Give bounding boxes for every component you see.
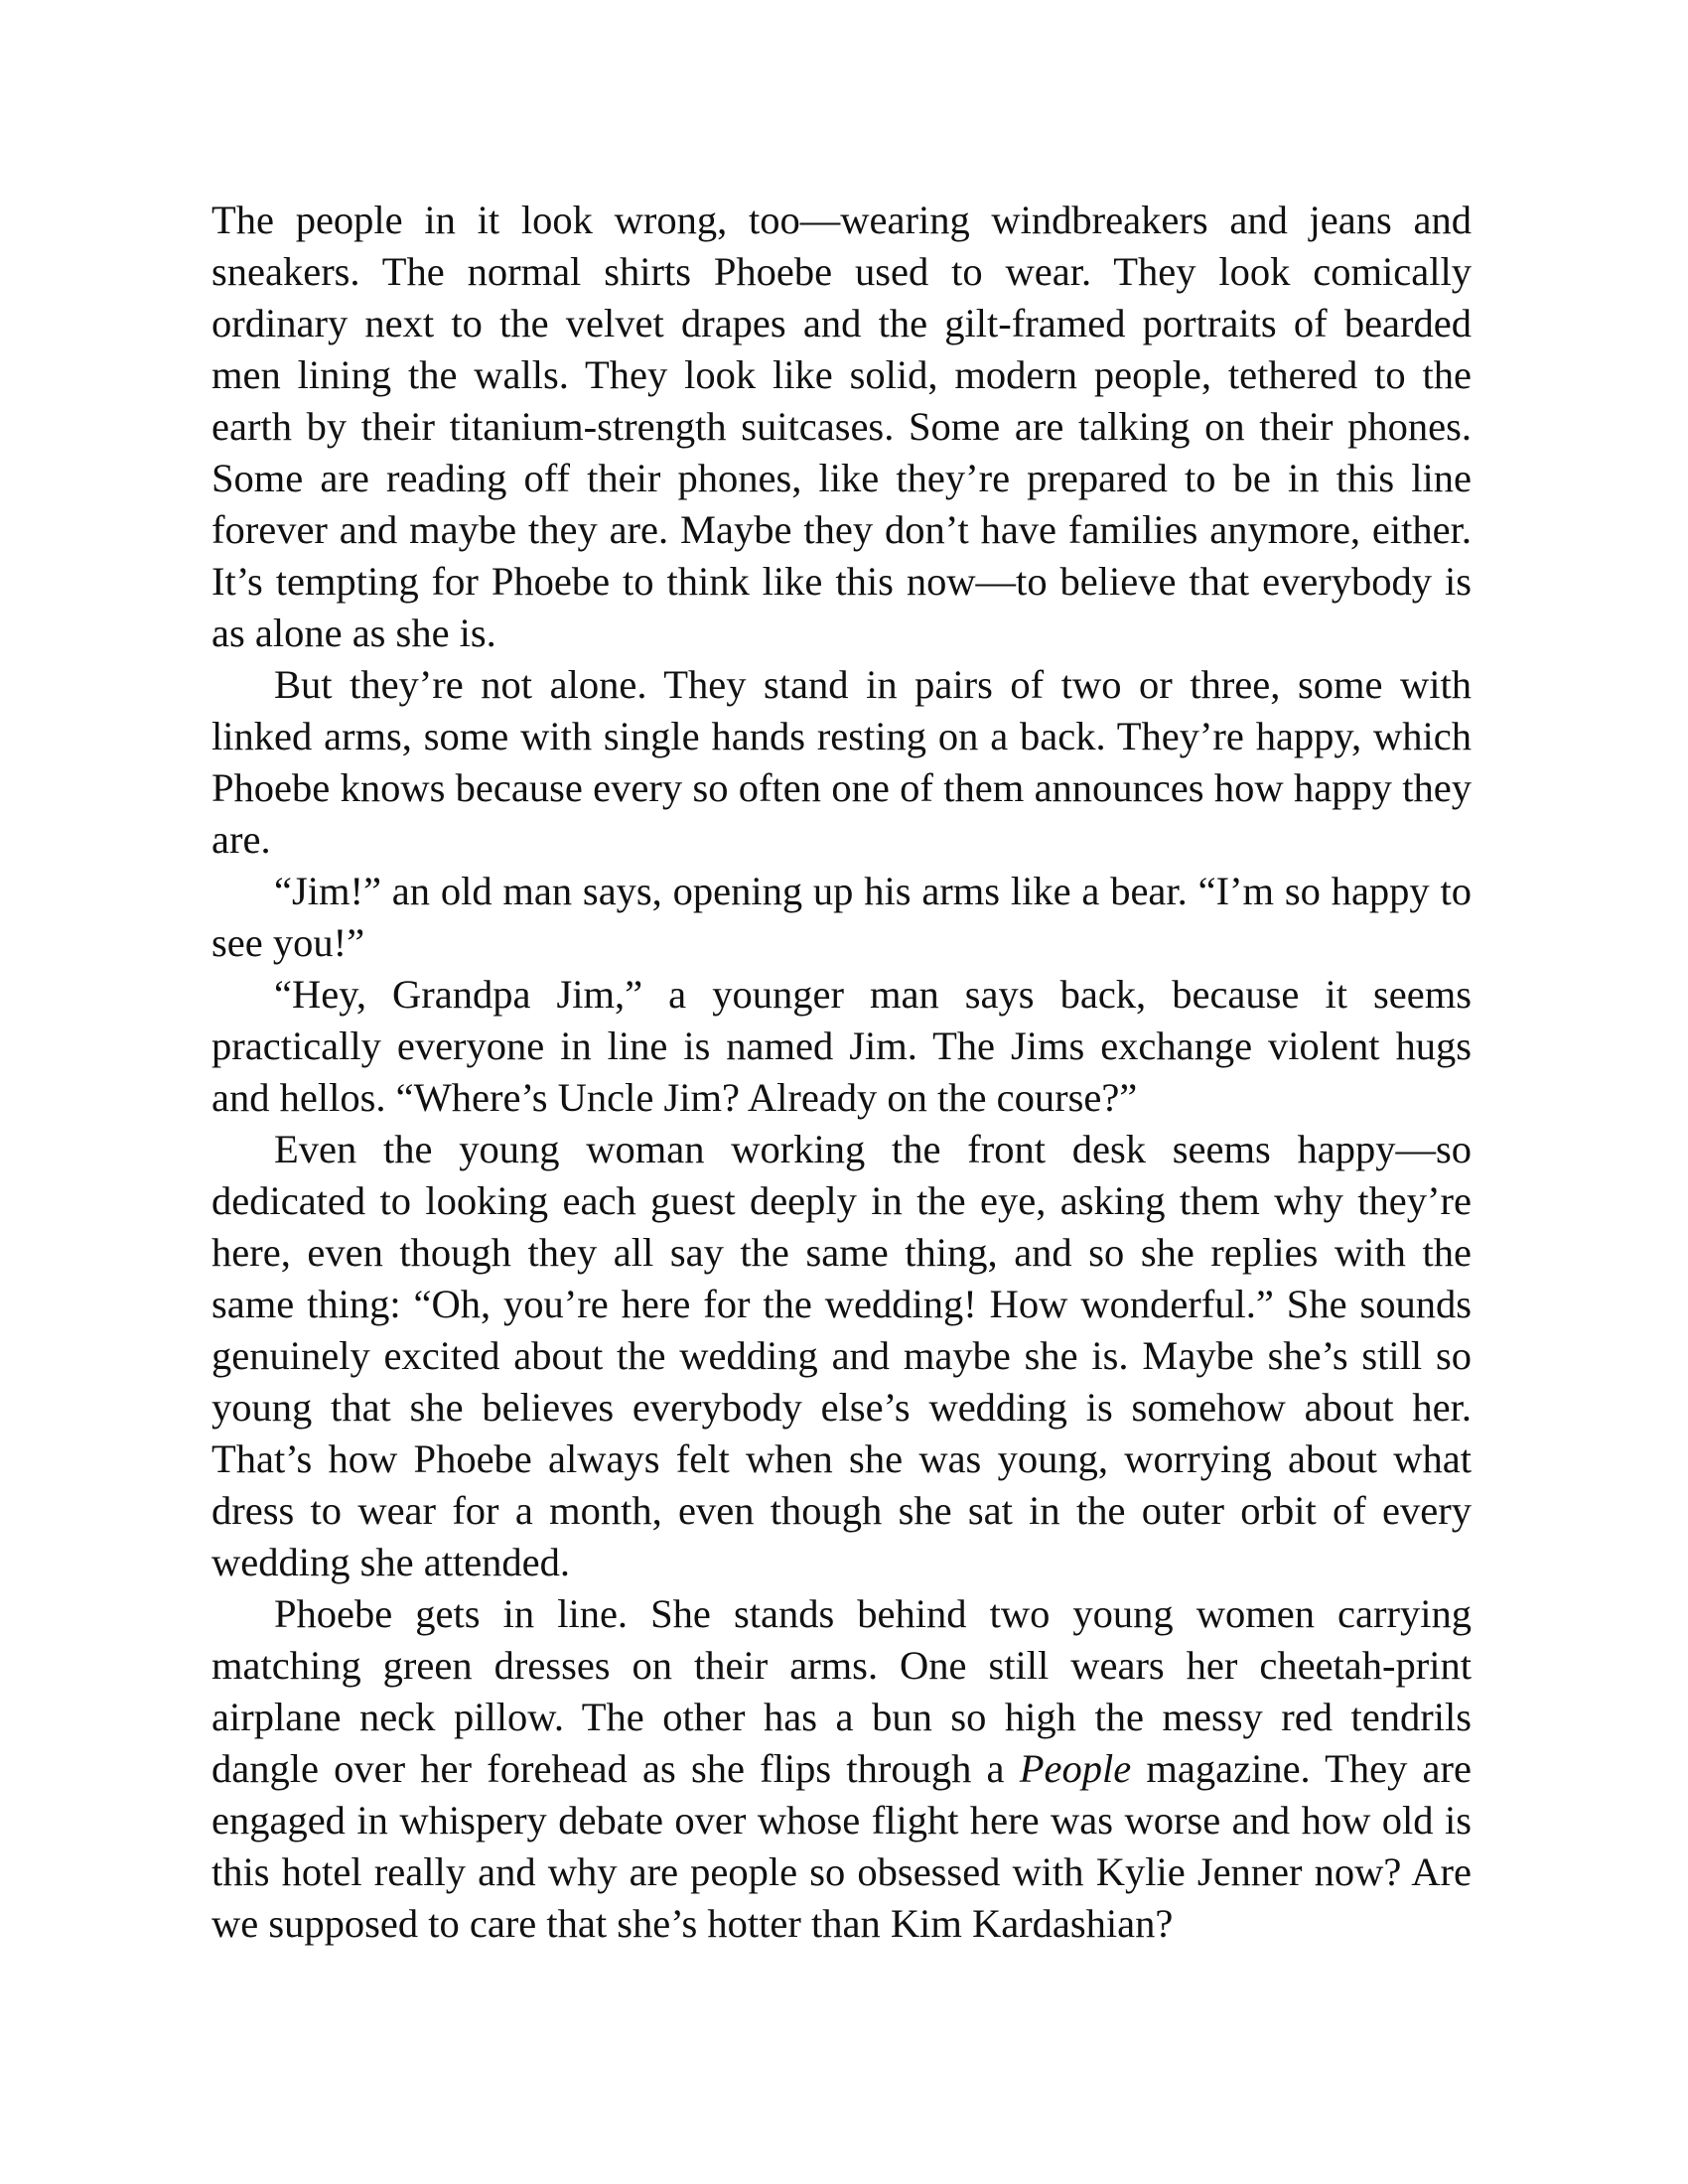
magazine-title: People <box>1019 1746 1132 1791</box>
paragraph-6-text-before: Phoebe gets in line. She stands behind two young women carrying matching green dresses on their arms. One still wears her cheetah-print airplane neck pillow. The other has a bun so high the messy red tendrils dangle over her forehead as she flips through a <box>211 1591 1472 1791</box>
paragraph-6-text-after: magazine. They are engaged in whispery debate over whose flight here was worse and how old is this hotel really and why are people so obsessed with Kylie Jenner now? Are we supposed to care that she’s hotter than Kim Kardashian? <box>211 1746 1472 1946</box>
book-page <box>211 195 1472 1950</box>
paragraph-6 <box>211 1588 1472 1950</box>
paragraph-3: “Jim!” an old man says, opening up his arms like a bear. “I’m so happy to see you!” <box>211 869 1472 965</box>
paragraph-2: But they’re not alone. They stand in pairs of two or three, some with linked arms, some with single hands resting on a back. They’re happy, which Phoebe knows because every so often one of them announces how happy they are. <box>211 662 1472 862</box>
paragraph-5: Even the young woman working the front desk seems happy—so dedicated to looking each guest deeply in the eye, asking them why they’re here, even though they all say the same thing, and so she replies with the same thing: “Oh, you’re here for the wedding! How wonderful.” She sounds genuinely excited about the wedding and maybe she is. Maybe she’s still so young that she believes everybody else’s wedding is somehow about her. That’s how Phoebe always felt when she was young, worrying about what dress to wear for a month, even though she sat in the outer orbit of every wedding she attended. <box>211 1127 1472 1584</box>
paragraph-1: The people in it look wrong, too—wearing windbreakers and jeans and sneakers. The normal shirts Phoebe used to wear. They look comically ordinary next to the velvet drapes and the gilt-framed portraits of bearded men lining the walls. They look like solid, modern people, tethered to the earth by their titanium-strength suitcases. Some are talking on their phones. Some are reading off their phones, like they’re prepared to be in this line forever and maybe they are. Maybe they don’t have families anymore, either. It’s tempting for Phoebe to think like this now—to believe that everybody is as alone as she is. <box>211 198 1472 655</box>
paragraph-4: “Hey, Grandpa Jim,” a younger man says back, because it seems practically everyone in line is named Jim. The Jims exchange violent hugs and hellos. “Where’s Uncle Jim? Already on the course?” <box>211 972 1472 1120</box>
